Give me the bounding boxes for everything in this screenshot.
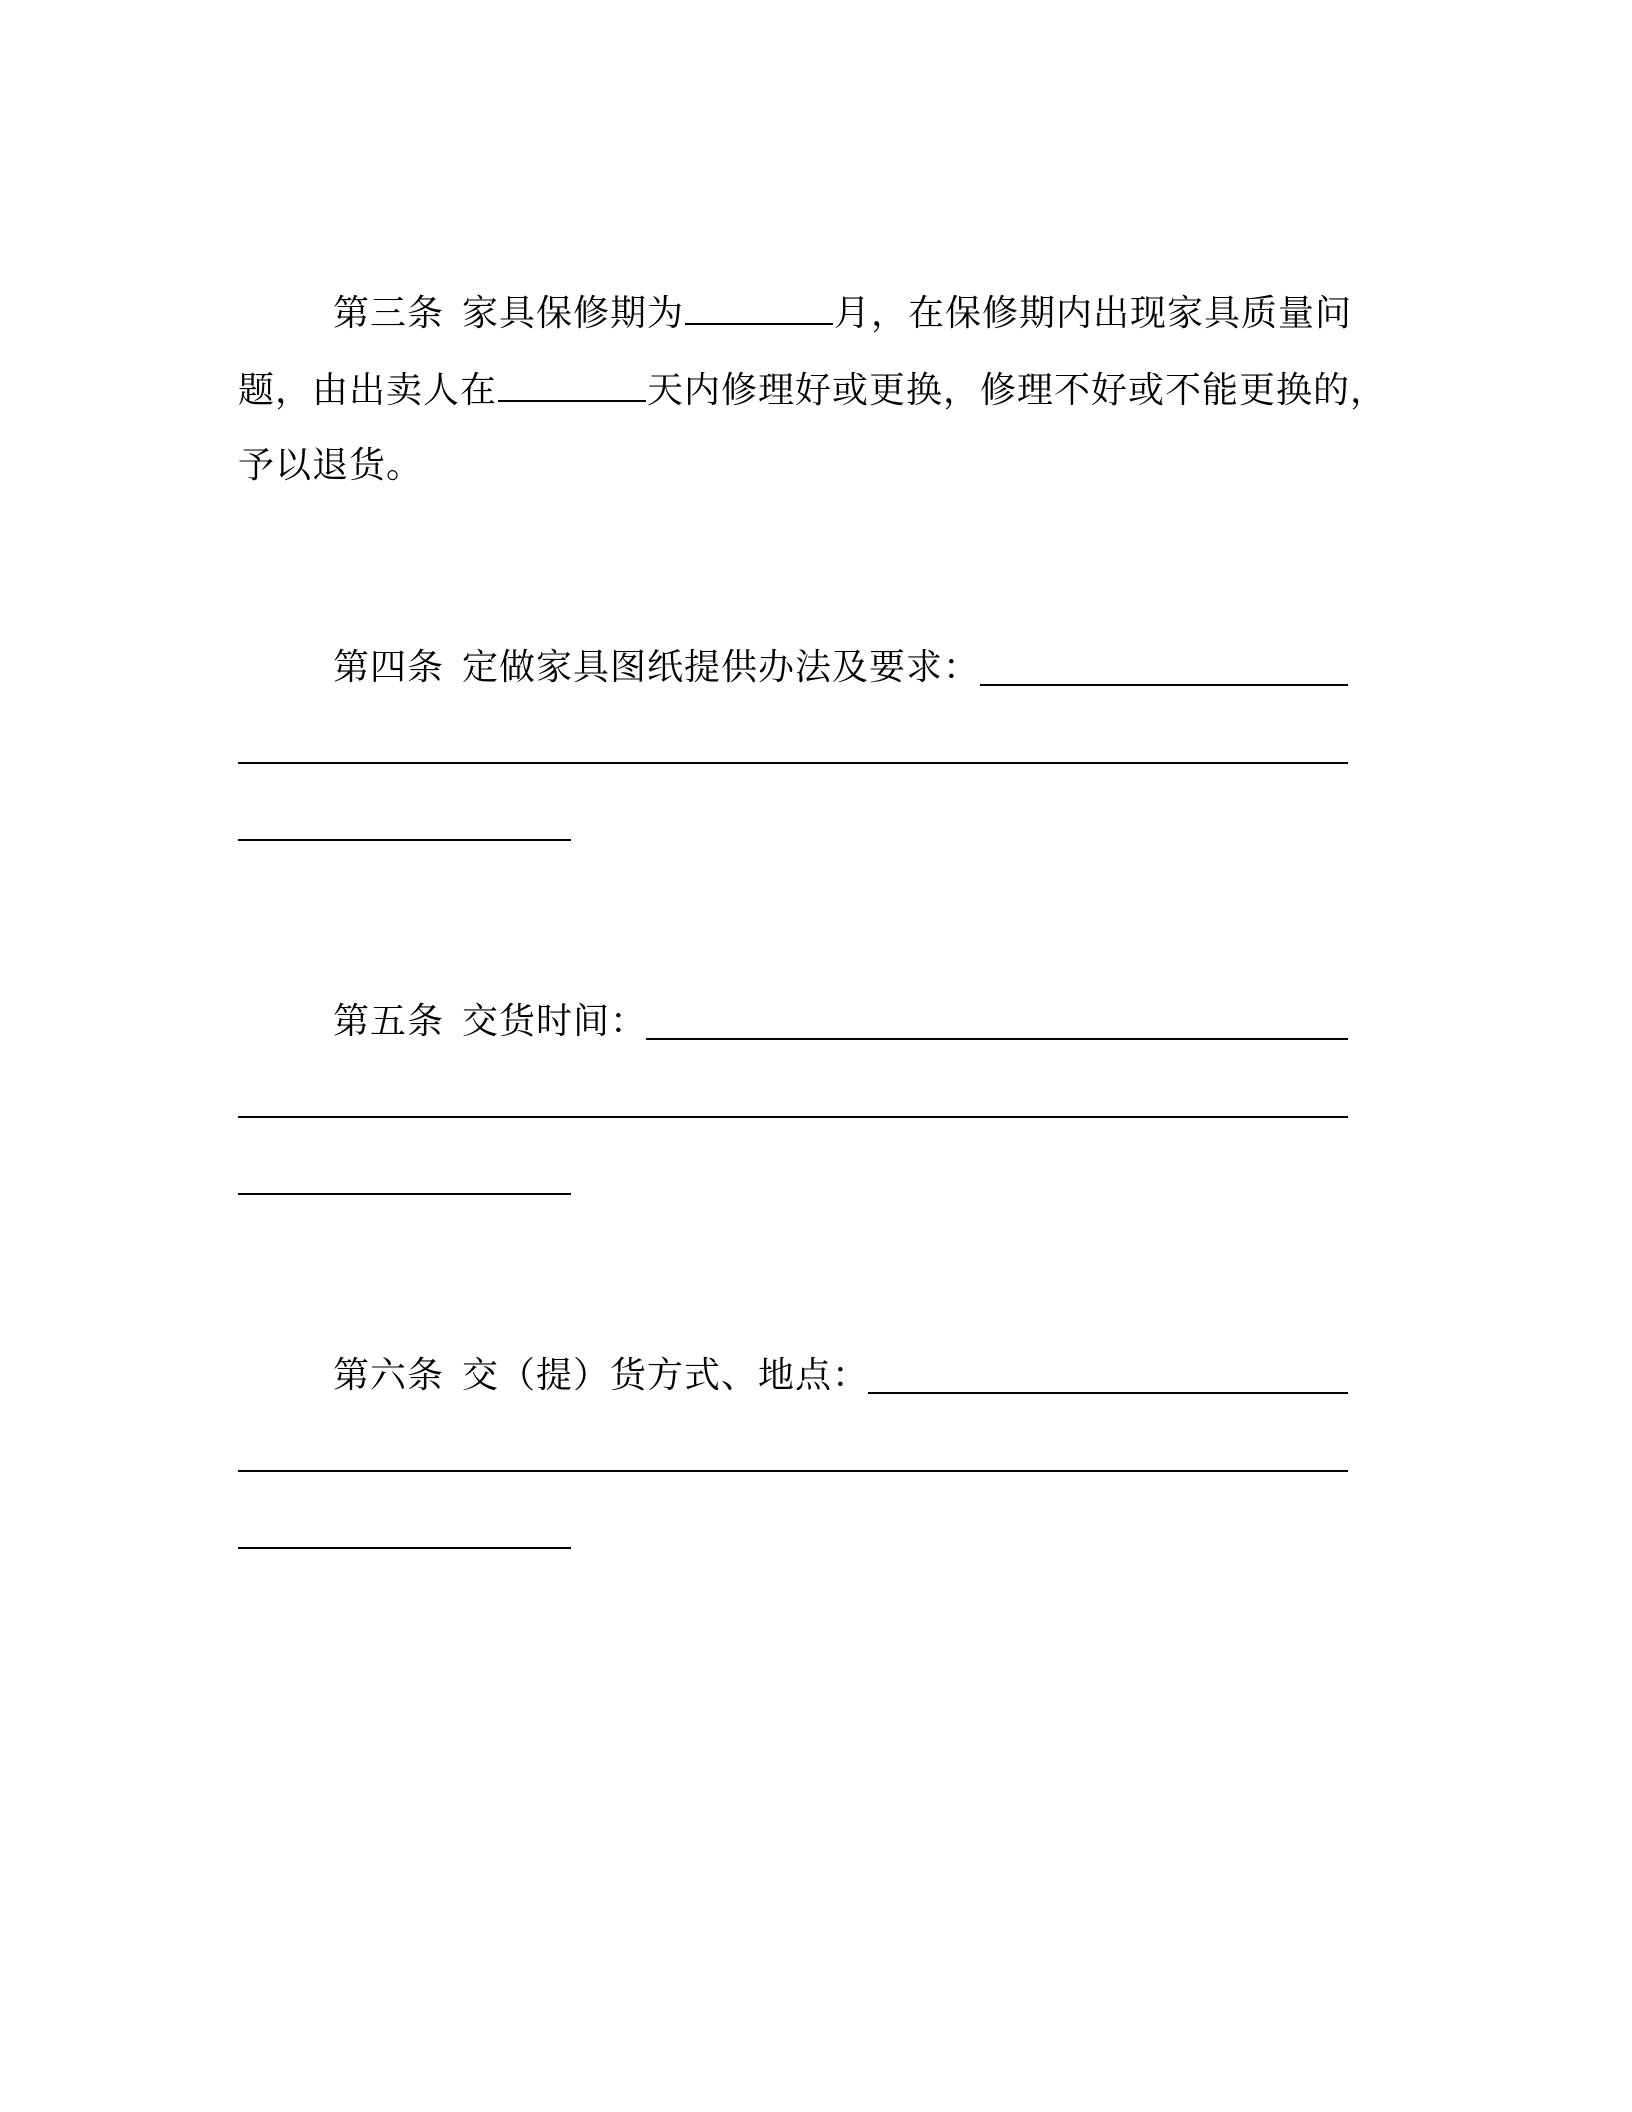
article-4-text: 定做家具图纸提供办法及要求： — [462, 647, 981, 688]
article-3-text-c: 题，由出卖人在 — [238, 370, 498, 411]
article-4-blank-1[interactable] — [980, 684, 1348, 686]
article-4-blank-3[interactable] — [238, 839, 571, 841]
article-6-blank-3[interactable] — [238, 1547, 571, 1549]
warranty-months-blank[interactable] — [685, 293, 833, 325]
article-4-label: 第四条 — [333, 647, 445, 688]
article-6-blank-1[interactable] — [868, 1392, 1348, 1394]
article-5-blank-2[interactable] — [238, 1116, 1348, 1118]
article-5-line-1 — [333, 1002, 647, 1042]
article-6-line-1 — [333, 1356, 869, 1396]
article-5-blank-3[interactable] — [238, 1193, 571, 1195]
article-3-line-3: 予以退货。 — [238, 445, 424, 486]
article-5-label: 第五条 — [333, 1001, 445, 1042]
repair-days-blank[interactable] — [498, 370, 646, 402]
article-3-text-b: 月，在保修期内出现家具质量问 — [834, 293, 1353, 334]
article-4-line-1 — [333, 648, 980, 688]
article-6-text: 交（提）货方式、地点： — [462, 1355, 870, 1396]
article-3-line-2 — [238, 370, 1387, 411]
article-6-blank-2[interactable] — [238, 1470, 1348, 1472]
article-6-label: 第六条 — [333, 1355, 445, 1396]
article-3-text-a: 家具保修期为 — [462, 293, 685, 334]
article-5-blank-1[interactable] — [646, 1038, 1348, 1040]
article-5-text: 交货时间： — [462, 1001, 648, 1042]
article-3-line-1 — [333, 293, 1352, 334]
article-3-text-d: 天内修理好或更换，修理不好或不能更换的， — [647, 370, 1388, 411]
article-3-label: 第三条 — [333, 293, 445, 334]
article-4-blank-2[interactable] — [238, 762, 1348, 764]
